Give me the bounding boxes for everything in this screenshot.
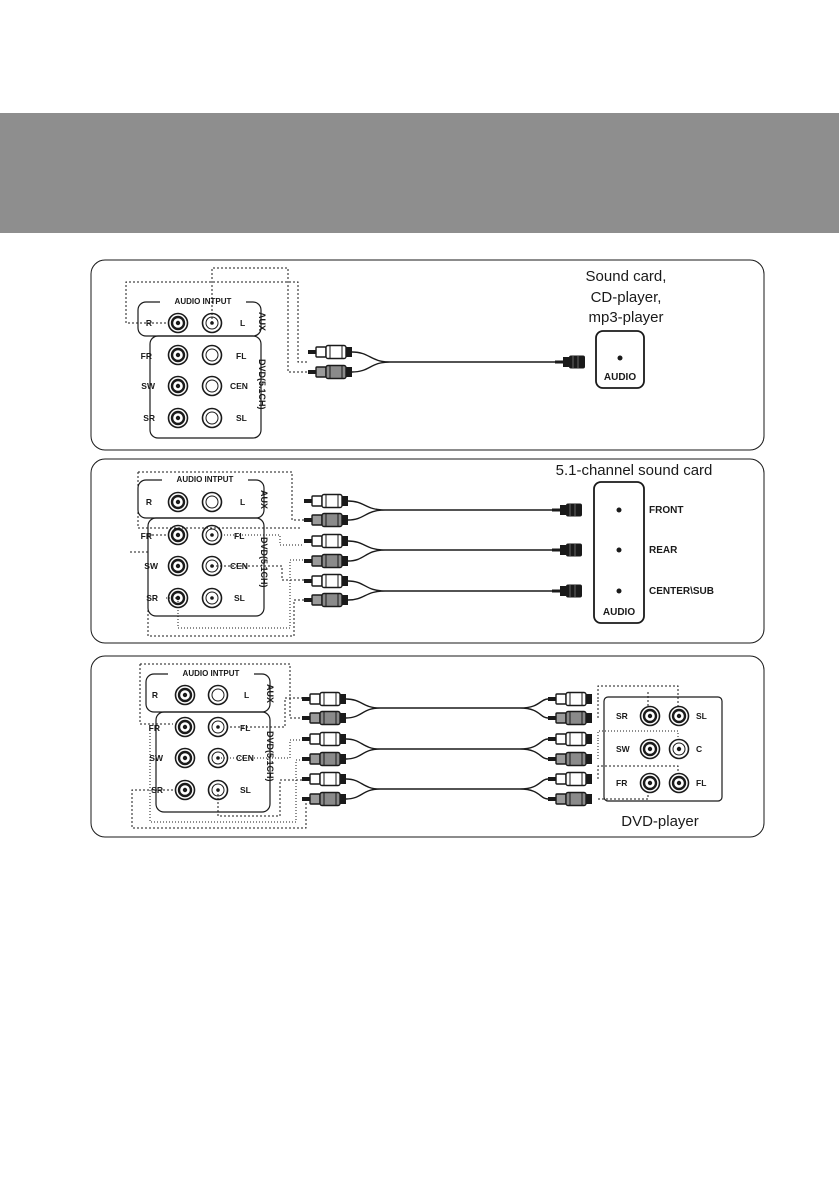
device-port-label: AUDIO (602, 607, 636, 618)
dvd-jack-sr (641, 707, 660, 726)
dvd-label: DVD(5.1CH) (265, 731, 275, 782)
rca-jack-l (203, 493, 222, 512)
rca-jack-sw (176, 749, 195, 768)
aux-label: AUX (259, 490, 269, 510)
dvd-label-sl: SL (696, 711, 707, 721)
rca-jack-r (176, 686, 195, 705)
jack-label-fr: FR (148, 723, 160, 733)
jack-label-sl: SL (234, 593, 245, 603)
jack-label-l: L (240, 318, 246, 328)
device-name-line-1: Sound card, (585, 268, 667, 285)
dvd-jack-fl (670, 774, 689, 793)
jack-label-sw: SW (149, 753, 163, 763)
rca-jack-cen (203, 377, 222, 396)
rca-jack-fl (203, 346, 222, 365)
jack-label-sr: SR (143, 413, 155, 423)
center-sub-port-dot (617, 589, 622, 594)
rca-jack-sw (169, 557, 188, 576)
dvd-label-fl: FL (696, 778, 707, 788)
panel-3-dvd-connection (91, 656, 764, 837)
rca-jack-r (169, 314, 188, 333)
jack-label-fr: FR (140, 531, 152, 541)
jack-label-fl: FL (240, 723, 251, 733)
dvd-label: DVD(5.1CH) (257, 359, 267, 410)
device-port-label: AUDIO (603, 372, 637, 383)
dvd-label-fr: FR (616, 778, 628, 788)
device-name: 5.1-channel sound card (555, 462, 713, 479)
rca-jack-r (169, 493, 188, 512)
audio-input-title: AUDIO INTPUT (182, 669, 240, 678)
audio-input-title: AUDIO INTPUT (174, 297, 232, 306)
jack-label-cen: CEN (230, 381, 248, 391)
jack-label-r: R (145, 318, 152, 328)
jack-label-fl: FL (234, 531, 245, 541)
rca-jack-sr (169, 409, 188, 428)
device-name-line-2: CD-player, (590, 289, 662, 306)
jack-label-r: R (145, 497, 152, 507)
jack-label-l: L (240, 497, 246, 507)
device-name-line-3: mp3-player (588, 309, 664, 326)
jack-label-sr: SR (146, 593, 158, 603)
aux-label: AUX (257, 312, 267, 332)
panel-1-aux-connection (91, 260, 764, 450)
audio-input-title: AUDIO INTPUT (176, 475, 234, 484)
audio-port-dot (618, 356, 623, 361)
dvd-jack-sw (641, 740, 660, 759)
dvd-label-sr: SR (616, 711, 628, 721)
output-label-center-sub: CENTER\SUB (649, 586, 715, 597)
rca-jack-l (209, 686, 228, 705)
jack-label-r: R (151, 690, 158, 700)
jack-label-fr: FR (140, 351, 152, 361)
dvd-jack-sl (670, 707, 689, 726)
dvd-label: DVD(5.1CH) (259, 537, 269, 588)
jack-label-l: L (244, 690, 250, 700)
rca-jack-fr (176, 718, 195, 737)
output-label-rear: REAR (649, 545, 678, 556)
rca-jack-fr (169, 346, 188, 365)
device-name: DVD-player (621, 813, 699, 830)
rca-jack-sl (203, 409, 222, 428)
dvd-jack-fr (641, 774, 660, 793)
front-port-dot (617, 508, 622, 513)
jack-label-cen: CEN (236, 753, 254, 763)
jack-label-fl: FL (236, 351, 247, 361)
aux-label: AUX (265, 684, 275, 704)
panel-2-51-connection (91, 459, 764, 643)
output-label-front: FRONT (649, 505, 684, 516)
jack-label-cen: CEN (230, 561, 248, 571)
dvd-label-sw: SW (616, 744, 630, 754)
jack-label-sr: SR (151, 785, 163, 795)
dvd-label-c: C (696, 744, 703, 754)
rca-jack-sw (169, 377, 188, 396)
rca-jack-sr (176, 781, 195, 800)
rear-port-dot (617, 548, 622, 553)
jack-label-sl: SL (240, 785, 251, 795)
jack-label-sl: SL (236, 413, 247, 423)
jack-label-sw: SW (144, 561, 158, 571)
jack-label-sw: SW (141, 381, 155, 391)
header-band (0, 113, 839, 233)
